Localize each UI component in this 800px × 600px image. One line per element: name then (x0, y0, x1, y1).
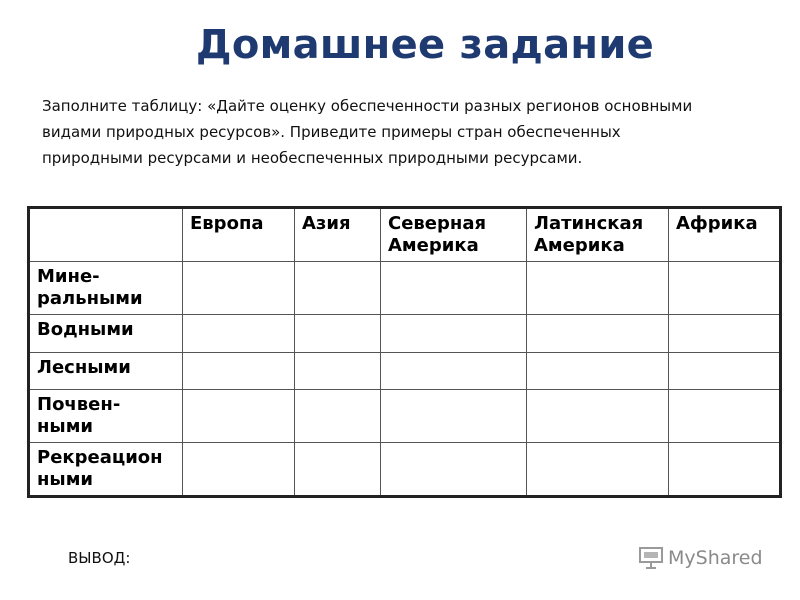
conclusion-label: ВЫВОД: (68, 549, 131, 567)
table-cell[interactable] (295, 353, 381, 390)
presentation-board-icon (638, 546, 664, 570)
table-cell[interactable] (381, 443, 527, 497)
table-cell[interactable] (381, 353, 527, 390)
column-header-africa: Африка (669, 208, 781, 262)
slide-title: Домашнее задание (195, 22, 655, 68)
table-row (29, 353, 781, 390)
table-row (29, 315, 781, 353)
table-cell[interactable] (527, 262, 669, 315)
table-cell[interactable] (295, 315, 381, 353)
table-cell[interactable] (669, 315, 781, 353)
row-label-water: Водными (29, 315, 183, 353)
table-cell[interactable] (183, 315, 295, 353)
table-cell[interactable] (527, 315, 669, 353)
table-cell[interactable] (295, 262, 381, 315)
row-label-forest: Лесными (29, 353, 183, 390)
table-cell[interactable] (183, 443, 295, 497)
table-cell[interactable] (183, 390, 295, 443)
table-cell[interactable] (295, 390, 381, 443)
table-cell[interactable] (669, 390, 781, 443)
corner-cell (29, 208, 183, 262)
column-header-latin-america: Латинская Америка (527, 208, 669, 262)
instructions-line: видами природных ресурсов». Приведите примеры стран обеспеченных (42, 123, 621, 141)
table-cell[interactable] (527, 443, 669, 497)
column-header-europe: Европа (183, 208, 295, 262)
table-cell[interactable] (381, 315, 527, 353)
instructions-line: Заполните таблицу: «Дайте оценку обеспеченности разных регионов основными (42, 97, 693, 115)
table-cell[interactable] (669, 262, 781, 315)
table-cell[interactable] (381, 262, 527, 315)
watermark-text: MyShared (668, 547, 763, 569)
table-cell[interactable] (381, 390, 527, 443)
table-cell[interactable] (527, 390, 669, 443)
table-cell[interactable] (527, 353, 669, 390)
table-cell[interactable] (669, 443, 781, 497)
column-header-north-america: Северная Америка (381, 208, 527, 262)
table-cell[interactable] (669, 353, 781, 390)
table-header-row (29, 208, 781, 262)
instructions-text (42, 93, 782, 171)
instructions-line: природными ресурсами и необеспеченных природными ресурсами. (42, 149, 583, 167)
table-cell[interactable] (183, 353, 295, 390)
table-row (29, 443, 781, 497)
row-label-recreational: Рекреацион ными (29, 443, 183, 497)
row-label-mineral: Мине-ральными (29, 262, 183, 315)
watermark-logo (638, 546, 763, 570)
table-row (29, 390, 781, 443)
table-cell[interactable] (183, 262, 295, 315)
row-label-soil: Почвен-ными (29, 390, 183, 443)
table-cell[interactable] (295, 443, 381, 497)
column-header-asia: Азия (295, 208, 381, 262)
table-row (29, 262, 781, 315)
resources-table (27, 206, 782, 498)
